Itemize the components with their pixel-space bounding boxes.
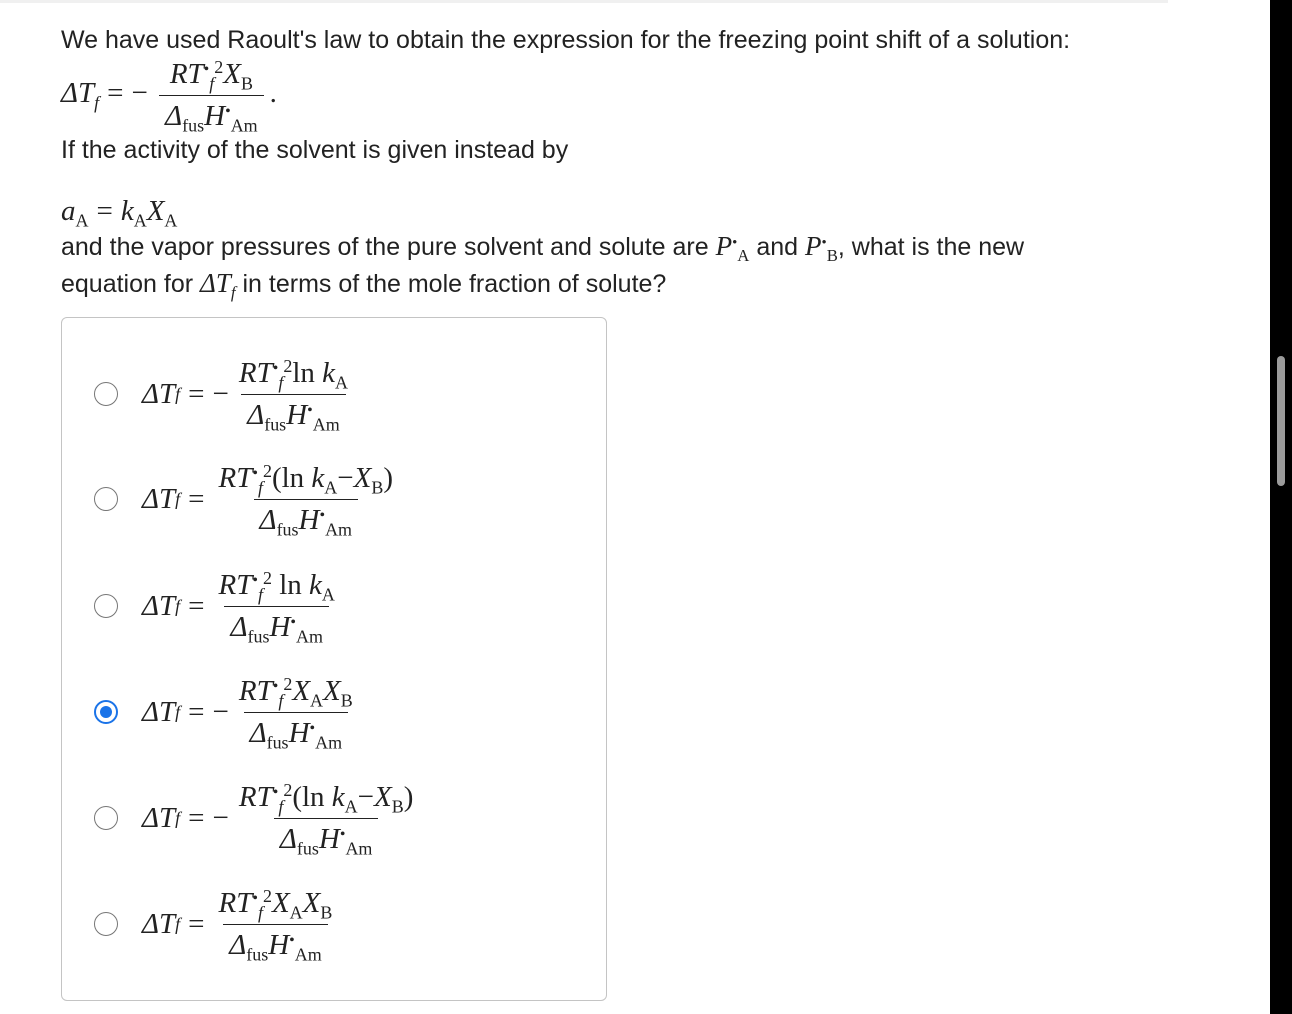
question-content <box>61 22 1221 302</box>
vapor-post: , what is the new <box>837 233 1025 261</box>
choice-4[interactable] <box>62 662 606 762</box>
freezing-point-equation: $\Delta T_f$ = − $\frac{RT^•_f^2X_B}{\Delta_{fus}H^•_{Am}}$ . <box>61 56 277 135</box>
choice-6[interactable] <box>62 874 606 974</box>
choice-2[interactable] <box>62 449 606 549</box>
choice-4-equation: Δ T f = − $\frac{RT^•_f^2X_AX_B}{\Delta_{fus}H^•_{Am}}$ <box>142 673 353 752</box>
radio-button-6[interactable] <box>94 912 118 936</box>
equation-pre: equation for <box>61 270 194 298</box>
choice-2-equation: Δ T f = $\frac{RT^•_f^2(\ln k_A-X_B)}{\Delta_{fus}H^•_{Am}}$ <box>142 460 394 539</box>
answer-choices <box>61 317 607 1001</box>
radio-button-3[interactable] <box>94 594 118 618</box>
radio-button-5[interactable] <box>94 806 118 830</box>
activity-equation: $a_A = k_AX_A$ <box>61 195 178 231</box>
vapor-and: and <box>756 233 799 261</box>
radio-button-1[interactable] <box>94 382 118 406</box>
choice-1-equation: Δ T f = − $\frac{RT^•_f^2\ln k_A}{\Delta_{fus}H^•_{Am}}$ <box>142 355 348 434</box>
choice-6-equation: Δ T f = $\frac{RT^•_f^2X_AX_B}{\Delta_{fus}H^•_{Am}}$ <box>142 885 333 964</box>
vertical-scrollbar[interactable] <box>1270 0 1292 1014</box>
scrollbar-thumb[interactable] <box>1277 356 1285 486</box>
equation-post: in terms of the mole fraction of solute? <box>242 270 667 298</box>
choice-5-equation: Δ T f = − $\frac{RT^•_f^2(\ln k_A-X_B)}{\Delta_{fus}H^•_{Am}}$ <box>142 779 414 858</box>
choice-3-equation: Δ T f = $\frac{RT^•_f^2 \ln k_A}{\Delta_{fus}H^•_{Am}}$ <box>142 567 335 646</box>
choice-1[interactable] <box>62 344 606 444</box>
vapor-pressure-text: and the vapor pressures of the pure solvent and solute are $P^•_A$ and $P^•_B$, what is the new equation for $\Delta T_f$ in terms of the mole fraction of solute? <box>61 231 1025 302</box>
top-divider <box>0 0 1168 3</box>
vapor-pre: and the vapor pressures of the pure solvent and solute are <box>61 233 709 261</box>
question-intro: We have used Raoult's law to obtain the expression for the freezing point shift of a solution: <box>61 26 1071 54</box>
choice-3[interactable] <box>62 556 606 656</box>
activity-intro: If the activity of the solvent is given instead by <box>61 136 569 164</box>
radio-button-2[interactable] <box>94 487 118 511</box>
choice-5[interactable] <box>62 768 606 868</box>
radio-button-4[interactable] <box>94 700 118 724</box>
